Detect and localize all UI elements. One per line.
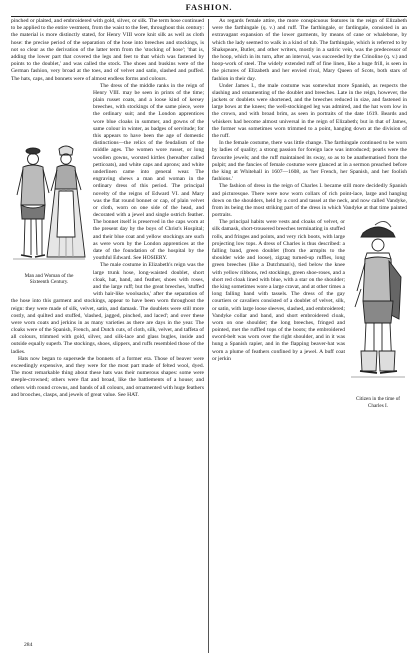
figure-caption-left (11, 273, 87, 286)
page-header-title: FASHION. (185, 3, 233, 12)
right-paragraph-4: The fashion of dress in the reign of Charles I. became still more decidedly Spanish and picturesque. There were now worn collars of rich point-lace, large and hanging down on the shoulders, held by a cord and tassel at the neck, and now called Vandyke, from its being the most striking part of the dress in which Vandyke at that time painted portraits. (212, 183, 407, 219)
right-paragraph-1: As regards female attire, the more conspicuous features in the reign of Elizabeth were the farthingale (q. v.) and ruff. The farthingale, or fardingale, consisted in an extravagant expansion of the lower garments, by means of cane or whalebone, by which the lady seemed to walk in a kind of tub. The farthingale, which is referred to by Shakspeare, Butler, and other writers, mostly in a satiric vein, was the predecessor of the hoop, which in its turn, after an interval, was succeeded by the Crinoline (q. v.) and hoop-work of steel. The widely extended ruff of fine linen, like a huge frill, is seen in the pictures of Elizabeth and her envied rival, Mary Queen of Scots, both stars of fashion in their day. (212, 18, 407, 82)
right-paragraph-2: Under James I., the male costume was somewhat more Spanish, as respects the slashing and ornamenting of the doublet and breeches. Late in the reign, however, the jackets or doublets were shortened, and the breeches reduced in size, and fastened in large bows at the knees; the well-stockinged leg was admired, and the hat worn low in the crown, and with broad brim, as seen in portraits of the date 1619. Beards and whiskers had become almost universal in the reign of Elizabeth; but in that of James, the former was sometimes worn trimmed to a point, hanging down at the division of the ruff. (212, 82, 407, 139)
figure-caption-left-line-1: Man and Woman of the (24, 272, 74, 279)
man-and-woman-illustration (11, 87, 87, 273)
left-paragraph-2: The dress of the middle ranks in the reign of Henry VIII. may be seen in prints of the time; plain russet coats, and a loose kind of kersey breeches, with stockings of the same piece, were the ordinary suit; and the London apprentices wore blue cloaks in summer, and gowns of the same colour in winter, as badges of servitude; for this appears to have been the age of domestic distinctions—the relics of the feudalism of the middle ages. The women wore russet, or long woollen gowns, worsted kirtles (hereafter called petticoats), and white caps and aprons; and white underlinen came into general wear. The engraving shews a man and woman in the ordinary dress of this period. The principal novelty of the reigns of Edward VI. and Mary was the flat round bonnet or cap, of plain velvet or cloth, worn on one side of the head, and decorated with a jewel and single ostrich feather. The bonnet itself is preserved in the caps worn at the present day by the boys of Christ's Hospital; and their blue coat and yellow stockings are such as were worn by the London apprentices at the date of the foundation of the hospital by the youthful Edward. See HOSIERY. (93, 82, 204, 262)
header-rule (11, 16, 407, 17)
figure-man-and-woman (11, 83, 87, 295)
figure-caption-right-line-1: Citizen in the time of (355, 396, 401, 403)
right-paragraph-3: In the female costume, there was little change. The farthingale continued to be worn by ladies of quality; a strong passion for foreign lace was introduced; pearls were the favourite jewels; and the ruff maintained its sway, so as to be anathematised from the pulpit; and the fancies of female costume were glanced at in a sermon preached before the king at Whitehall in 1607—1608, as 'her French, her Spanish, and her foolish fashions.' (212, 140, 407, 183)
figure-citizen (349, 219, 407, 413)
right-paragraph-5: The principal habits were vests and cloaks of velvet, or silk damask, short-trousered breeches terminating in stuffed rolls, and fringes and points, and very rich boots, with large projecting low tops. A dress of Charles is thus described: a falling band, green doublet (from the armpits to the shoulder wide and loose), zigzag turned-up ruffles, long green breeches (like a Dutchman's), tied below the knee with yellow ribbons, red stockings, green shoe-roses, and a short red cloak lined with blue, with a star on the shoulder; the king sometimes wore a large cravat, and at other times a long falling band with tassels. The dress of the gay courtiers or cavaliers consisted of a doublet of velvet, silk, or satin, with large loose sleeves, slashed, and embroidered; Vandyke collar and band, and short embroidered cloak, worn on one shoulder; the long breeches, fringed and pointed, met the ruffled tops of the boots; the embroidered sword-belt was worn over the right shoulder, and in it was hung a Spanish rapier, and in the flapping beaver-hat was worn a plume of feathers confined by a jewel. A buff coat or jerkin (212, 219, 345, 362)
citizen-illustration (349, 219, 407, 393)
figure-caption-left-line-2: Sixteenth Century. (29, 279, 69, 286)
right-column (212, 18, 407, 413)
left-paragraph-3: The male costume in Elizabeth's reign was the large trunk hose, long-waisted doublet, short cloak, hat, band, and feather, shoes with roses, and the large ruff; but the great breeches, 'stuffed with hair-like woolsacks,' after the separation of the hose into this garment and stockings, appear to have been worn throughout the reign: they were made of silk, velvet, satin, and damask. The doublets were still more costly, and quilted and stuffed, 'slashed, jagged, pinched, and laced'; and over these were worn coats and jerkins in as many varieties as there are days in the year. The cloaks were of the Spanish, French, and Dutch cuts, of cloth, silk, velvet, and taffeta of all colours, trimmed with gold, silver, and silk-lace and glass bugles, inside and outside equally superb. The stockings, shoes, slippers, and ruffs resembled those of the ladies. (11, 262, 204, 355)
left-column (11, 18, 204, 399)
figure-caption-right-line-2: Charles I. (367, 402, 389, 409)
left-paragraph-1: pinched or plaited, and embroidered with gold, silver, or silk. The term hose continued to be applied to the entire vestment, from the waist to the feet, throughout this century: the material is more distinctly stated, for Henry VIII wore knit silk as well as cloth hose: the precise period of the separation of the hose into breeches and stockings, is not so clear as the derivation of the latter term from the 'stocking of hose'; 'that is, adding the lower part that covered the legs and feet to that which was fastened by points to the doublet,' and was called the stock. The shoes and buskins were of the German fashion, very broad at the toes, and of velvet and satin, slashed and puffed. The hats, caps, and bonnets were of almost endless forms and colours. (11, 18, 204, 82)
column-divider (208, 19, 209, 653)
figure-caption-right (349, 396, 407, 409)
left-paragraph-4: Hats now began to supersede the bonnets of a former era. Those of beaver were exceedingly expensive, and they were for the most part made of felted wool, dyed. The most remarkable thing about these hats was their numerous shapes: some were steeple-crowned; others were flat and broad, like the battlements of a house; and others with round crowns, and bands of all colours, and ornamented with huge feathers and brooches, clasps, and jewels of great value. See HAT. (11, 355, 205, 398)
page-number: 284 (24, 642, 33, 648)
